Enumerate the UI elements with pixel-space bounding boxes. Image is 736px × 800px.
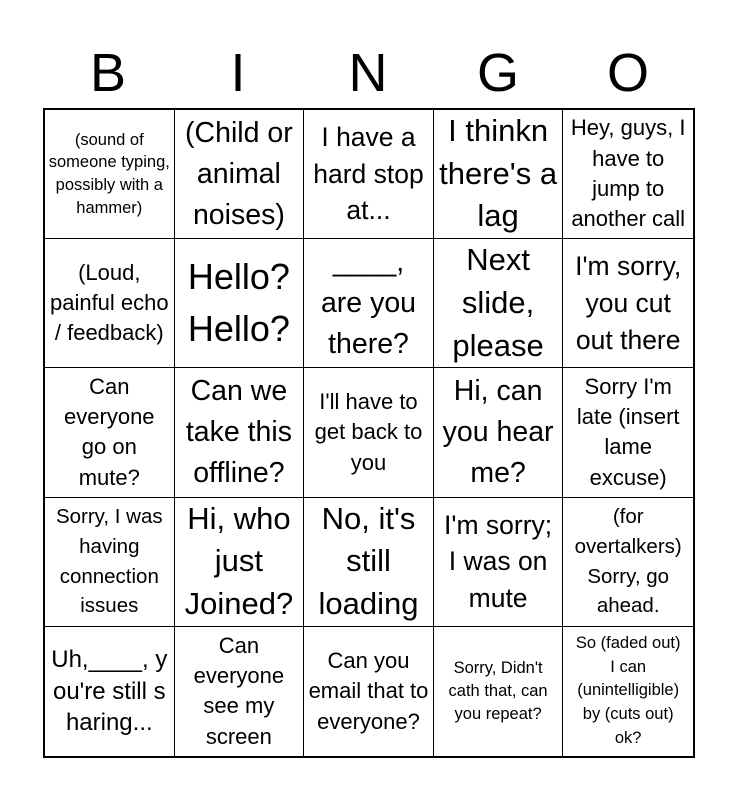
bingo-cell[interactable] bbox=[563, 627, 693, 756]
cell-text: I'm sorry; I was on mute bbox=[444, 509, 553, 613]
cell-text: Uh,____, you're still sharing... bbox=[51, 645, 168, 737]
cell-text: So (faded out) I can (unintelligible) by (cuts out) ok? bbox=[575, 633, 681, 748]
bingo-cell[interactable] bbox=[563, 239, 693, 368]
bingo-cell[interactable] bbox=[175, 239, 305, 368]
cell-text: Hi, who just Joined? bbox=[184, 500, 294, 622]
bingo-cell[interactable] bbox=[304, 498, 434, 627]
cell-text: Sorry, Didn't cath that, can you repeat? bbox=[448, 659, 548, 723]
bingo-cell[interactable] bbox=[563, 110, 693, 239]
bingo-cell[interactable] bbox=[434, 110, 564, 239]
bingo-cell[interactable] bbox=[434, 368, 564, 497]
cell-text: Can everyone see my screen bbox=[193, 632, 285, 749]
bingo-cell[interactable] bbox=[45, 368, 175, 497]
header-letter-b: B bbox=[89, 43, 127, 103]
cell-text: I'll have to get back to you bbox=[314, 388, 423, 475]
bingo-board bbox=[43, 108, 695, 758]
bingo-header bbox=[43, 38, 693, 108]
bingo-cell[interactable] bbox=[434, 627, 564, 756]
bingo-cell[interactable] bbox=[434, 498, 564, 627]
cell-text: Sorry, I was having connection issues bbox=[55, 505, 163, 618]
cell-text: (sound of someone typing, possibly with a hammer) bbox=[48, 130, 170, 217]
header-letter-n: N bbox=[348, 43, 388, 103]
cell-text: No, it's still loading bbox=[318, 500, 419, 622]
bingo-cell[interactable] bbox=[175, 498, 305, 627]
cell-text: Next slide, please bbox=[452, 242, 544, 363]
bingo-cell[interactable] bbox=[304, 627, 434, 756]
cell-text: Can you email that to everyone? bbox=[308, 647, 429, 734]
cell-text: (Child or animal noises) bbox=[185, 116, 293, 231]
bingo-cell[interactable] bbox=[175, 368, 305, 497]
bingo-cell[interactable] bbox=[45, 627, 175, 756]
bingo-cell[interactable] bbox=[434, 239, 564, 368]
cell-text: Hi, can you hear me? bbox=[442, 374, 554, 489]
cell-text: ____, are you there? bbox=[320, 245, 417, 360]
header-letter-i: I bbox=[230, 43, 246, 103]
cell-text: I'm sorry, you cut out there bbox=[575, 251, 682, 355]
bingo-cell[interactable] bbox=[304, 239, 434, 368]
cell-text: Sorry I'm late (insert lame excuse) bbox=[576, 373, 680, 490]
cell-text: Can we take this offline? bbox=[185, 374, 292, 489]
bingo-cell[interactable] bbox=[175, 627, 305, 756]
cell-text: (Loud, painful echo / feedback) bbox=[49, 259, 169, 346]
cell-text: I thinkn there's a lag bbox=[439, 112, 558, 234]
header-letter-g: G bbox=[476, 43, 519, 103]
cell-text: Hey, guys, I have to jump to another call bbox=[570, 115, 686, 232]
header-letter-o: O bbox=[606, 43, 649, 103]
bingo-cell[interactable] bbox=[563, 498, 693, 627]
bingo-cell[interactable] bbox=[304, 368, 434, 497]
bingo-cell[interactable] bbox=[304, 110, 434, 239]
bingo-cell[interactable] bbox=[45, 239, 175, 368]
cell-text: Hello? Hello? bbox=[187, 256, 290, 350]
bingo-cell[interactable] bbox=[45, 498, 175, 627]
bingo-cell[interactable] bbox=[175, 110, 305, 239]
cell-text: I have a hard stop at... bbox=[313, 122, 424, 226]
bingo-cell[interactable] bbox=[563, 368, 693, 497]
cell-text: Can everyone go on mute? bbox=[64, 373, 155, 490]
bingo-cell[interactable] bbox=[45, 110, 175, 239]
cell-text: (for overtalkers) Sorry, go ahead. bbox=[574, 505, 682, 618]
